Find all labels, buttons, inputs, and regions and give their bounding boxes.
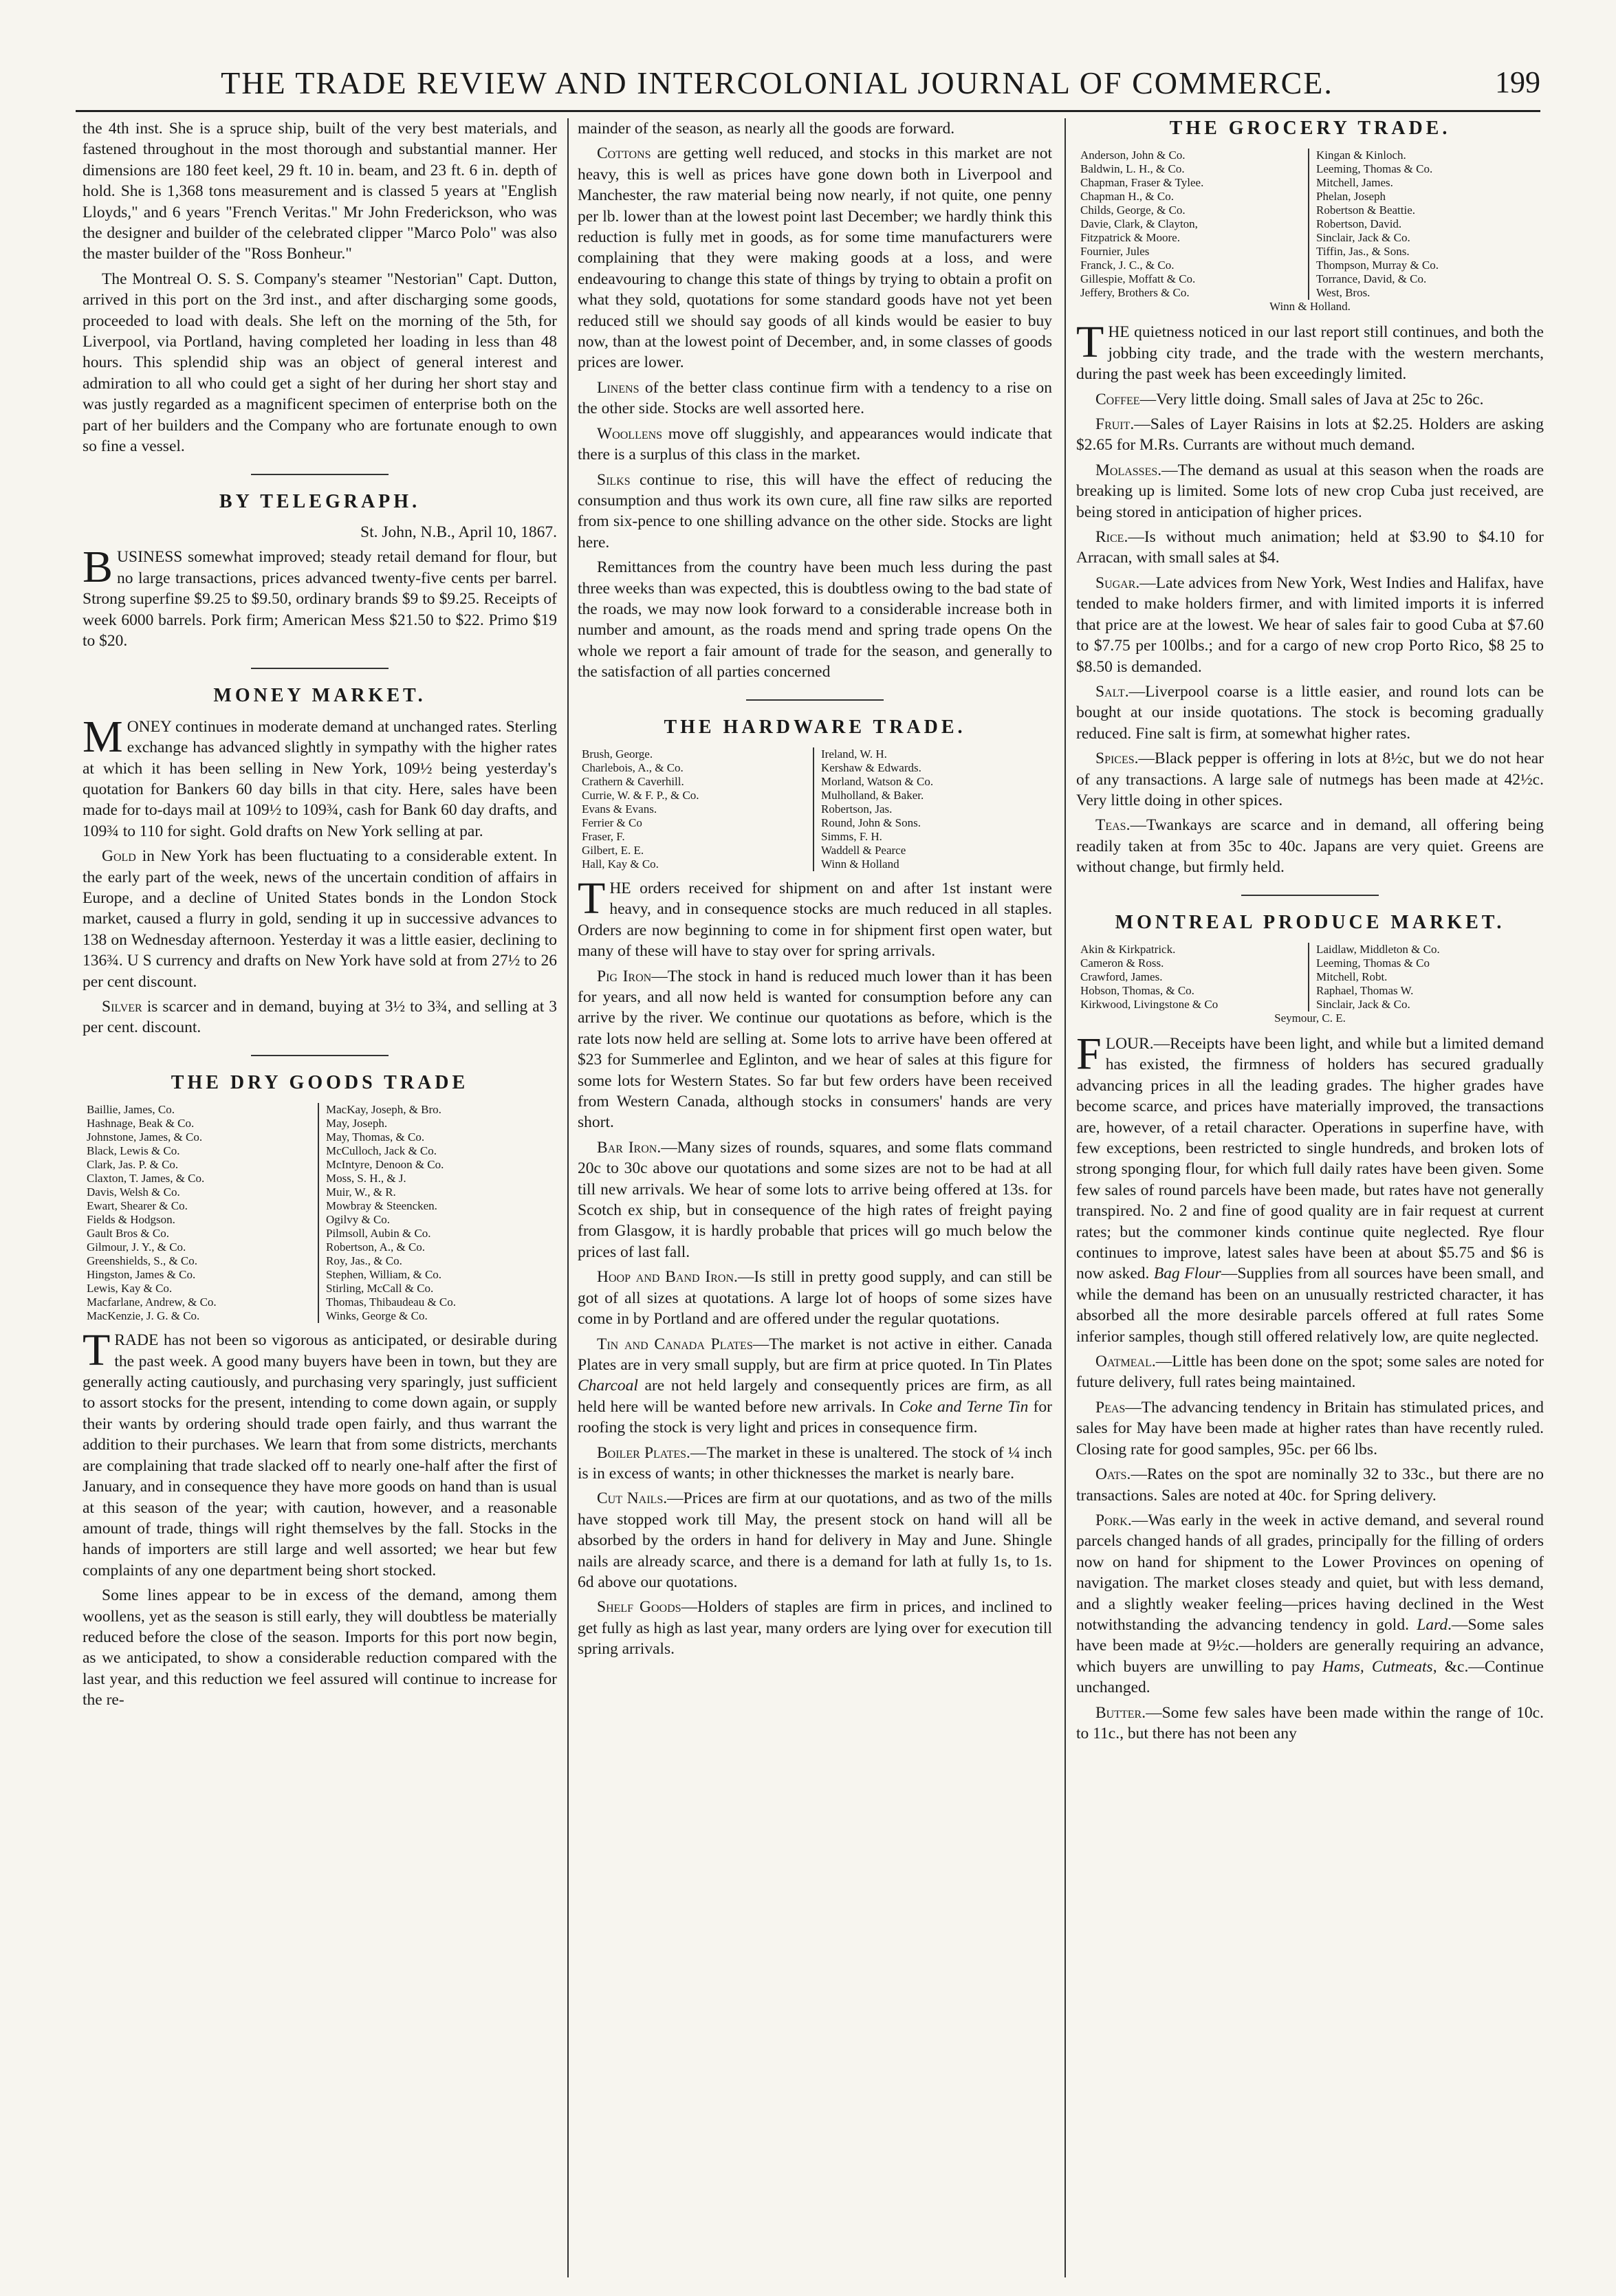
silver-paragraph: Silver is scarcer and in demand, buying at 3½ to 3¾, and selling at 3 per cent. discount. [83,998,557,1037]
firm-name: Robertson, David. [1316,217,1402,231]
firm-name: Hashnage, Beak & Co. [87,1117,195,1130]
hardware-paragraph: THE orders received for shipment on and after 1st instant were heavy, and in consequence stocks are much reduced in all staples. Orders are now beginning to come in for shipment first open water, but many of these will have to stay over for spring arrivals. [578,873,1052,961]
firm-list-left [1076,149,1308,300]
dry-goods-firm-list [83,1103,557,1323]
firm-name: Leeming, Thomas & Co. [1316,162,1433,176]
bar-iron-paragraph: Bar Iron.—Many sizes of rounds, squares, and some flats command 20c to 30c above our quotations and some sizes are not to be had at all till new arrivals. We hear of some lots to arrive being offered at 13s. for Scotch ex ship, but in consequence of the high rates of freight paying from Glasgow, it is hardly probable that prices will go much below the prices of last fall. [578,1138,1052,1261]
rice-paragraph: Rice.—Is without much animation; held at $3.90 to $4.10 for Arracan, with small sales at $4. [1076,528,1544,567]
firm-name: Black, Lewis & Co. [87,1144,180,1158]
firm-name: Davis, Welsh & Co. [87,1185,180,1199]
firm-name: Phelan, Joseph [1316,190,1386,204]
firm-name: Chapman, Fraser & Tylee. [1080,176,1204,190]
telegraph-dateline: St. John, N.B., April 10, 1867. [360,523,557,541]
woollens-paragraph: Woollens move off sluggishly, and appearances would indicate that there is a surplus of this class in the market. [578,424,1052,464]
header-rule [76,110,1540,112]
silks-paragraph: Silks continue to rise, this will have the effect of reducing the consumption and thus work its own cure, all fine raw silks are reported from six-pence to one shilling advance on the other side. Stocks are light here. [578,470,1052,551]
firm-name: Fitzpatrick & Moore. [1080,231,1180,245]
peas-paragraph: Peas—The advancing tendency in Britain has stimulated prices, and sales for May have been made at higher rates than have recently ruled. Closing rate for good samples, 95c. per 66 lbs. [1076,1398,1544,1458]
firm-name: Sinclair, Jack & Co. [1316,997,1410,1011]
firm-name: Laidlaw, Middleton & Co. [1316,942,1440,956]
salt-paragraph: Salt.—Liverpool coarse is a little easier, and round lots can be bought at our inside quotations. The stock is becoming gradually reduced. Fine salt is firm, at somewhat higher rates. [1076,682,1544,743]
firm-name: Ogilvy & Co. [326,1213,391,1227]
firm-name: Fournier, Jules [1080,245,1150,259]
firm-name: Robertson, Jas. [821,802,893,816]
firm-name: Morland, Watson & Co. [821,774,934,788]
dry-goods-heading: THE DRY GOODS TRADE [171,1071,469,1093]
firm-name: Mitchell, Robt. [1316,970,1388,983]
firm-name: Anderson, John & Co. [1080,149,1186,162]
firm-name: Childs, George, & Co. [1080,204,1186,217]
oatmeal-paragraph: Oatmeal.—Little has been done on the spot; some sales are noted for future delivery, full rates being maintained. [1076,1353,1544,1392]
firm-name: Kershaw & Edwards. [821,761,921,774]
firm-name: Ferrier & Co [582,816,642,829]
firm-name: Chapman H., & Co. [1080,190,1174,204]
oats-paragraph: Oats.—Rates on the spot are nominally 32 to 33c., but there are no transactions. Sales are noted at 40c. for Spring delivery. [1076,1465,1544,1505]
journal-title: THE TRADE REVIEW AND INTERCOLONIAL JOURNAL OF COMMERCE. [221,65,1333,100]
tin-plates-paragraph: Tin and Canada Plates—The market is not active in either. Canada Plates are in very small supply, but are firm at price quoted. In Tin Plates Charcoal are not held largely and consequently prices are firm, as all held here will be wanted before new arrivals. In Coke and Terne Tin for roofing the stock is very light and prices in consequence firm. [578,1335,1052,1437]
hoop-iron-paragraph: Hoop and Band Iron.—Is still in pretty good supply, and can still be got of all sizes at quotations. A large lot of hoops of some sizes have come in by Portland and are offered under the regular quotations. [578,1268,1052,1329]
firm-name: Gilmour, J. Y., & Co. [87,1240,186,1254]
drop-cap: T [1076,317,1104,368]
firm-name: Hobson, Thomas, & Co. [1080,983,1194,997]
nestorian-paragraph: The Montreal O. S. S. Company's steamer "Nestorian" Capt. Dutton, arrived in this port on the 3rd inst., and after discharging some goods, proceeded to load with deals. She left on the morning of the 5th, for Liverpool, via Portland, having completed her loading in less than 48 hours. This splendid ship was an object of general interest and admiration to all who could get a sight of her during her short stay and was justly regarded as a magnificent specimen of enterprise both on the part of her builders and the Company who are fortunate enough to own so fine a vessel. [83,270,557,456]
sugar-paragraph: Sugar.—Late advices from New York, West Indies and Halifax, have tended to make holders firmer, and with limited imports it is inferred that price are at the lowest. We hear of sales fair to good Cuba at $7.60 to $7.75 per 100lbs.; and for a cargo of new crop Porto Rico, $8 25 to $8.50 is demanded. [1076,573,1544,676]
telegraph-heading: BY TELEGRAPH. [219,490,421,512]
firm-list-left [83,1103,318,1323]
firm-name: Mulholland, & Baker. [821,788,924,802]
firm-name: Moss, S. H., & J. [326,1172,406,1185]
firm-name: Waddell & Pearce [821,843,906,857]
firm-name: Ireland, W. H. [821,747,887,761]
woollens-excess-paragraph: Some lines appear to be in excess of the demand, among them woollens, yet as the season is still early, they will doubtless be materially reduced before the close of the season. Imports for this port now begin, as we anticipated, to show a considerable reduction compared with the last year, and this reduction we feel assured will continue to increase for the re- [83,1586,557,1709]
continuation-paragraph: mainder of the season, as nearly all the goods are forward. [578,120,955,138]
firm-name: Muir, W., & R. [326,1185,396,1199]
firm-name: Davie, Clark, & Clayton, [1080,217,1198,231]
spices-paragraph: Spices.—Black pepper is offering in lots at 8½c, but we do not hear of any transactions. A large sale of nutmegs has been made at 42½c. Very little doing in other spices. [1076,750,1544,809]
firm-name: Crawford, James. [1080,970,1163,983]
firm-name: Mitchell, James. [1316,176,1393,190]
firm-name: McCulloch, Jack & Co. [326,1144,437,1158]
firm-name: Leeming, Thomas & Co [1316,956,1430,970]
firm-name: May, Joseph. [326,1117,388,1130]
firm-name: Baldwin, L. H., & Co. [1080,162,1185,176]
firm-name: Robertson & Beattie. [1316,204,1416,217]
section-rule [251,474,389,475]
firm-name: Kirkwood, Livingstone & Co [1080,997,1219,1011]
firm-name: Gault Bros & Co. [87,1227,169,1240]
firm-name: Sinclair, Jack & Co. [1316,231,1410,245]
section-rule [746,699,884,701]
firm-name: Ewart, Shearer & Co. [87,1199,188,1213]
firm-name: Akin & Kirkpatrick. [1080,942,1176,956]
section-rule [251,1055,389,1056]
page-number: 199 [1495,65,1540,99]
firm-name: Johnstone, James, & Co. [87,1130,203,1144]
firm-name: Charlebois, A., & Co. [582,761,684,774]
drop-cap: T [83,1325,111,1376]
hardware-heading: THE HARDWARE TRADE. [664,716,966,738]
drop-cap: M [83,711,123,762]
firm-name: Torrance, David, & Co. [1316,272,1427,286]
linens-paragraph: Linens of the better class continue firm with a tendency to a rise on the other side. Stocks are well assorted here. [578,378,1052,418]
firm-name: Jeffery, Brothers & Co. [1080,286,1190,300]
page-header [76,61,1540,105]
cottons-paragraph: Cottons are getting well reduced, and stocks in this market are not heavy, this is well as prices have gone down both in Liverpool and Manchester, the raw material being now nearly, if not quite, one penny per lb. lower than at the lowest point last December; we hardly think this reduction is fully met in goods, as for some time manufacturers were complaining that they were making goods at a loss, and were endeavouring to change this state of things by trying to obtain a profit on what they sold, quotations for some standard goods have not yet been reduced still we should say goods of all kinds would be easier to buy now, than at the lowest point of December, and, in some classes of goods prices are lower. [578,144,1052,372]
firm-name: Hall, Kay & Co. [582,857,659,871]
column-divider-2 [1064,118,1066,2277]
firm-name: Franck, J. C., & Co. [1080,259,1175,272]
firm-name: Evans & Evans. [582,802,657,816]
firm-name: MacKenzie, J. G. & Co. [87,1309,200,1323]
firm-name: MacKay, Joseph, & Bro. [326,1103,441,1117]
firm-name: Tiffin, Jas., & Sons. [1316,245,1410,259]
firm-name: Thomas, Thibaudeau & Co. [326,1295,457,1309]
money-market-heading: MONEY MARKET. [213,685,426,707]
firm-name: Kingan & Kinloch. [1316,149,1406,162]
grocery-paragraph: THE quietness noticed in our last report still continues, and both the jobbing city trade, and the trade with the western merchants, during the past week has been exceedingly limited. [1076,317,1544,384]
firm-name: West, Bros. [1316,286,1371,300]
firm-name: Winks, George & Co. [326,1309,428,1323]
boiler-plates-paragraph: Boiler Plates.—The market in these is unaltered. The stock of ¼ inch is in excess of wants; in other thicknesses the market is nearly bare. [578,1443,1052,1483]
firm-name: Claxton, T. James, & Co. [87,1172,205,1185]
column-3 [1076,118,1544,2277]
firm-name: Lewis, Kay & Co. [87,1282,173,1295]
firm-name: Stirling, McCall & Co. [326,1282,434,1295]
flour-paragraph: FLOUR.—Receipts have been light, and while but a limited demand has existed, the firmness of holders has secured gradually advancing prices in all the leading grades. The higher grades have become scarce, and prices have materially improved, the transactions are, however, of a retail character. Operations in superfine have, with few exceptions, been restricted to single hundreds, and broken lots of strong sponging flour, for which full daily rates have been given. Some few sales of round parcels have been made, but rates have not generally transpired. No. 2 and fine of good quality are in fair request at current rates; but the commoner kinds continue quite neglected. Rye flour continues to improve, latest sales have been at about $5.75 and $6 is now asked. Bag Flour—Supplies from all sources have been small, and while the demand has been on an unusually restricted character, it has absorbed all the more desirable parcels offered at full rates Some inferior samples, though still offered relatively low, are quite neglected. [1076,1028,1544,1346]
firm-name: Gilbert, E. E. [582,843,644,857]
column-divider-1 [567,118,569,2277]
firm-name: Gillespie, Moffatt & Co. [1080,272,1196,286]
produce-firm-list [1076,943,1544,1012]
produce-market-heading: MONTREAL PRODUCE MARKET. [1115,911,1505,933]
firm-list-right [1308,943,1544,1012]
firm-name: Robertson, A., & Co. [326,1240,426,1254]
ship-paragraph: the 4th inst. She is a spruce ship, built of the very best materials, and fastened throughout in the most thorough and substantial manner. Her dimensions are 180 feet keel, 29 ft. 10 in. beam, and 23 ft. 6 in. depth of hold. She is 1,368 tons measurement and is classed 5 years at "English Lloyds," and 6 years "French Veritas." Mr John Frederickson, who was the designer and builder of the celebrated clipper "Marco Polo" was also the master builder of the "Ross Bonheur." [83,120,557,263]
coffee-paragraph: Coffee—Very little doing. Small sales of Java at 25c to 26c. [1095,390,1484,408]
firm-name: McIntyre, Denoon & Co. [326,1158,444,1172]
firm-name: Pilmsoll, Aubin & Co. [326,1227,431,1240]
firm-name: Stephen, William, & Co. [326,1268,442,1282]
gold-paragraph: Gold in New York has been fluctuating to a considerable extent. In the early part of the week, news of the uncertain condition of affairs in Europe, and a decline of United States bonds in the London Stock market, caused a flurry in gold, sending it up in successive advances to 138 on Wednesday afternoon. Yesterday it was a little easier, declining to 136¾. U S currency and drafts on New York have sold at from 27½ to 26 per cent discount. [83,847,557,991]
drop-cap: F [1076,1028,1102,1079]
drop-cap: T [578,873,606,923]
pig-iron-paragraph: Pig Iron—The stock in hand is reduced much lower than it has been for years, and all now held is wanted for consumption before any can arrive by the river. We continue our quotations as before, which is the rate lots now held are selling at. Some lots to arrive have been offered at $23 for Summerlee and Eglinton, and we hear of sales at this figure for some lots for Western States. So far but few orders have been received from Western Canada, although stocks in consumers' hands are very short. [578,967,1052,1132]
firm-list-left [578,747,813,871]
section-rule [1241,895,1379,896]
firm-name: Fields & Hodgson. [87,1213,175,1227]
firm-list-extra: Winn & Holland. [1269,300,1351,314]
firm-list-right [813,747,1052,871]
fruit-paragraph: Fruit.—Sales of Layer Raisins in lots at $2.25. Holders are asking $2.65 for M.Rs. Currants are without much demand. [1076,415,1544,455]
firm-list-left [1076,943,1308,1012]
telegraph-paragraph: BUSINESS somewhat improved; steady retail demand for flour, but no large transactions, prices advanced twenty-five cents per barrel. Strong superfine $9.25 to $9.50, ordinary brands $9 to $9.25. Receipts of week 6000 barrels. Pork firm; American Mess $21.50 to $22. Primo $19 to $20. [83,542,557,650]
firm-name: Raphael, Thomas W. [1316,983,1414,997]
firm-name: Baillie, James, Co. [87,1103,175,1117]
firm-name: Round, John & Sons. [821,816,921,829]
drop-cap: B [83,542,113,593]
teas-paragraph: Teas.—Twankays are scarce and in demand, all offering being readily taken at from 35c to 40c. Japans are very quiet. Greens are without change, but firmly held. [1076,816,1544,877]
shelf-goods-paragraph: Shelf Goods—Holders of staples are firm in prices, and inclined to get fully as high as last year, many orders are lying over for execution till spring arrivals. [578,1598,1052,1659]
firm-name: Clark, Jas. P. & Co. [87,1158,179,1172]
firm-name: Simms, F. H. [821,829,882,843]
firm-name: Currie, W. & F. P., & Co. [582,788,699,802]
column-2 [578,118,1052,2277]
dry-goods-paragraph: TRADE has not been so vigorous as anticipated, or desirable during the past week. A good many buyers have been in town, but they are generally acting cautiously, and purchasing very sparingly, just sufficient to assort stocks for the present, intending to come down again, or supply their wants by ordering should trade open fairly, and thus warrant the addition to their purchases. We learn that from some districts, merchants are complaining that trade slacked off to nearly one-half after the first of January, and in consequence they have more goods on hand than is usual at this season of the year; with caution, however, and a reasonable amount of trade, things will right themselves by the fall. Stocks in the hands of importers are still large and well assorted; we hear but few complaints of any one department being short stocked. [83,1325,557,1579]
section-rule [251,668,389,669]
firm-list-extra: Seymour, C. E. [1274,1011,1346,1025]
molasses-paragraph: Molasses.—The demand as usual at this season when the roads are breaking up is limited. Some lots of new crop Cuba just received, are being stored in anticipation of higher prices. [1076,461,1544,521]
firm-name: Brush, George. [582,747,653,761]
pork-paragraph: Pork.—Was early in the week in active demand, and several round parcels changed hands of all grades, principally for the filling of orders now on hand for shipment to the Lower Provinces on opening of navigation. The market closes steady and quiet, but with less demand, and a slightly weaker feeling—prices having declined in the West notwithstanding the advancing tendency in gold. Lard.—Some sales have been made at 9½c.—holders are generally requiring an advance, which buyers are unwilling to pay Hams, Cutmeats, &c.—Continue unchanged. [1076,1511,1544,1697]
firm-name: Cameron & Ross. [1080,956,1164,970]
hardware-firm-list [578,747,1052,871]
firm-name: May, Thomas, & Co. [326,1130,425,1144]
remittances-paragraph: Remittances from the country have been much less during the past three weeks than was expected, this is doubtless owing to the bad state of the roads, we may now look forward to a considerable increase both in number and amount, as the roads mend and spring trade opens On the whole we report a fair amount of trade for the season, and generally to the satisfaction of all parties concerned [578,558,1052,681]
firm-name: Roy, Jas., & Co. [326,1254,402,1268]
firm-name: Winn & Holland [821,857,899,871]
firm-name: Thompson, Murray & Co. [1316,259,1439,272]
firm-name: Macfarlane, Andrew, & Co. [87,1295,217,1309]
firm-name: Crathern & Caverhill. [582,774,684,788]
cut-nails-paragraph: Cut Nails.—Prices are firm at our quotations, and as two of the mills have stopped work till May, the present stock on hand will all be absorbed by the orders in hand for delivery in May and June. Shingle nails are already scarce, and there is a demand for lath at fully 1s, to 1s. 6d above our quotations. [578,1489,1052,1591]
grocery-heading: THE GROCERY TRADE. [1169,118,1451,139]
firm-name: Mowbray & Steencken. [326,1199,437,1213]
firm-name: Greenshields, S., & Co. [87,1254,198,1268]
butter-paragraph: Butter.—Some few sales have been made within the range of 10c. to 11c., but there has not been any [1076,1703,1544,1742]
firm-list-right [318,1103,557,1323]
grocery-firm-list [1076,149,1544,300]
firm-list-right [1308,149,1544,300]
money-paragraph: MONEY continues in moderate demand at unchanged rates. Sterling exchange has advanced slightly in sympathy with the higher rates at which it has been selling in New York, 109½ being yesterday's quotation for Bankers 60 day bills in that city. Here, sales have been made for to-days mail at 109½ to 109¾, cash for Bank 60 day drafts, and 109¾ to 110 for sight. Gold drafts on New York selling at par. [83,711,557,840]
column-1 [83,118,557,2277]
firm-name: Hingston, James & Co. [87,1268,196,1282]
firm-name: Fraser, F. [582,829,625,843]
